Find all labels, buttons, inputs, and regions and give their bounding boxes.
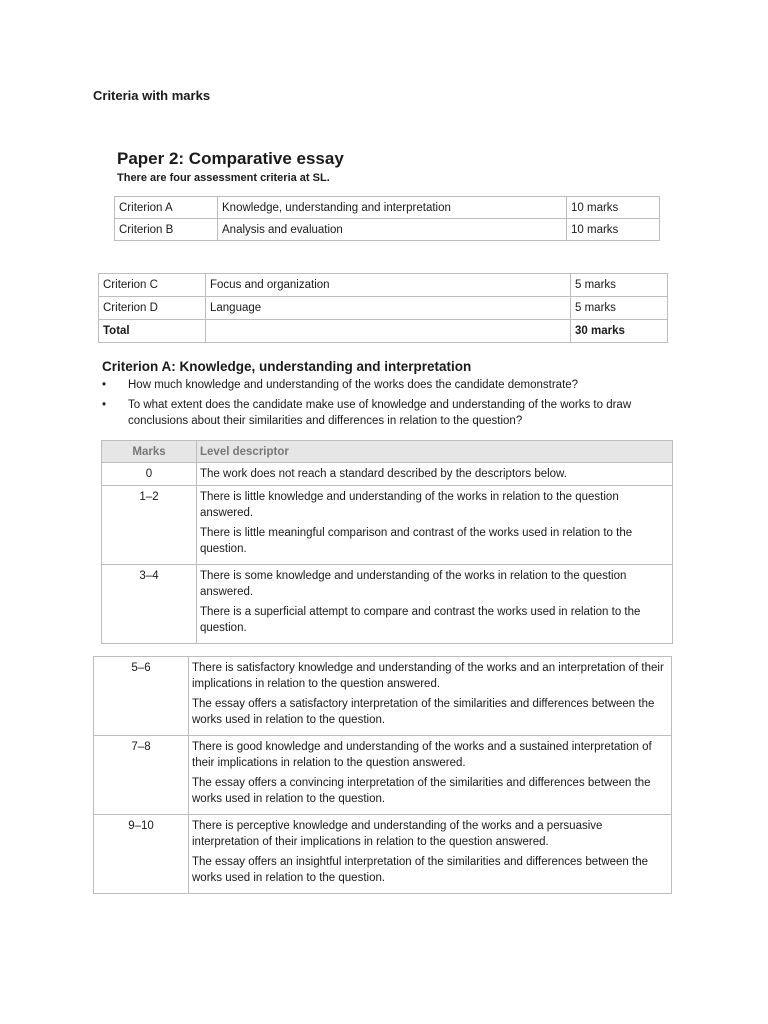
description-cell: Knowledge, understanding and interpretation [218, 197, 567, 219]
table-row [115, 219, 660, 241]
total-marks: 30 marks [571, 320, 668, 343]
descriptor-line: There is perceptive knowledge and understanding of the works and a persuasive interpretation of their implications in relation to the question answered. [192, 820, 603, 848]
table-row [99, 297, 668, 320]
table-row [94, 657, 672, 736]
description-cell: Language [206, 297, 571, 320]
descriptor-cell [197, 565, 673, 644]
descriptor-line: The essay offers a convincing interpretation of the similarities and differences between the works used in relation to the question. [192, 777, 651, 805]
bullet-icon: • [102, 379, 107, 391]
criterion-cell: Criterion C [99, 274, 206, 297]
criterion-a-title: Criterion A: Knowledge, understanding and interpretation [102, 359, 472, 374]
question-text: How much knowledge and understanding of the works does the candidate demonstrate? [128, 379, 579, 391]
descriptor-cell [189, 736, 672, 815]
marks-cell: 0 [102, 463, 197, 486]
descriptor-line: There is little knowledge and understanding of the works in relation to the question answered. [200, 491, 619, 519]
descriptor-line: The work does not reach a standard described by the descriptors below. [200, 468, 567, 480]
list-item [102, 377, 672, 393]
criteria-table-part2 [98, 273, 668, 343]
paper-title: Paper 2: Comparative essay [117, 149, 344, 168]
table-row [102, 463, 673, 486]
criteria-table-part1 [114, 196, 660, 241]
descriptor-line: There is a superficial attempt to compare and contrast the works used in relation to the question. [200, 606, 641, 634]
marks-cell: 9–10 [94, 815, 189, 894]
descriptor-header: Level descriptor [197, 441, 673, 463]
bullet-icon: • [102, 399, 107, 411]
empty-cell [206, 320, 571, 343]
descriptor-cell [197, 463, 673, 486]
table-row [94, 815, 672, 894]
level-descriptor-table-part2 [93, 656, 672, 894]
descriptor-line: The essay offers an insightful interpretation of the similarities and differences between the works used in relation to the question. [192, 856, 649, 884]
table-row [99, 274, 668, 297]
table-row [94, 736, 672, 815]
marks-cell: 5–6 [94, 657, 189, 736]
descriptor-line: There is good knowledge and understanding of the works and a sustained interpretation of their implications in relation to the question answered. [192, 741, 652, 769]
table-row [115, 197, 660, 219]
document-heading: Criteria with marks [93, 88, 211, 103]
marks-cell: 10 marks [567, 219, 660, 241]
marks-cell: 5 marks [571, 297, 668, 320]
table-row [102, 565, 673, 644]
paper-subtitle: There are four assessment criteria at SL. [117, 172, 330, 184]
criterion-cell: Criterion A [115, 197, 218, 219]
table-header-row [102, 441, 673, 463]
total-label: Total [99, 320, 206, 343]
total-row [99, 320, 668, 343]
list-item [102, 397, 672, 429]
descriptor-cell [189, 815, 672, 894]
criterion-cell: Criterion B [115, 219, 218, 241]
marks-cell: 5 marks [571, 274, 668, 297]
criterion-a-questions [102, 377, 672, 433]
marks-cell: 10 marks [567, 197, 660, 219]
descriptor-line: There is some knowledge and understanding of the works in relation to the question answered. [200, 570, 627, 598]
descriptor-line: There is little meaningful comparison and contrast of the works used in relation to the question. [200, 527, 633, 555]
descriptor-cell [197, 486, 673, 565]
criterion-cell: Criterion D [99, 297, 206, 320]
description-cell: Analysis and evaluation [218, 219, 567, 241]
marks-cell: 3–4 [102, 565, 197, 644]
description-cell: Focus and organization [206, 274, 571, 297]
descriptor-line: There is satisfactory knowledge and understanding of the works and an interpretation of their implications in relation to the question answered. [192, 662, 664, 690]
table-row [102, 486, 673, 565]
marks-cell: 1–2 [102, 486, 197, 565]
level-descriptor-table-part1 [101, 440, 673, 644]
descriptor-cell [189, 657, 672, 736]
descriptor-line: The essay offers a satisfactory interpretation of the similarities and differences between the works used in relation to the question. [192, 698, 655, 726]
question-text: To what extent does the candidate make use of knowledge and understanding of the works to draw conclusions about their similarities and differences in relation to the question? [128, 399, 632, 427]
marks-header: Marks [102, 441, 197, 463]
marks-cell: 7–8 [94, 736, 189, 815]
